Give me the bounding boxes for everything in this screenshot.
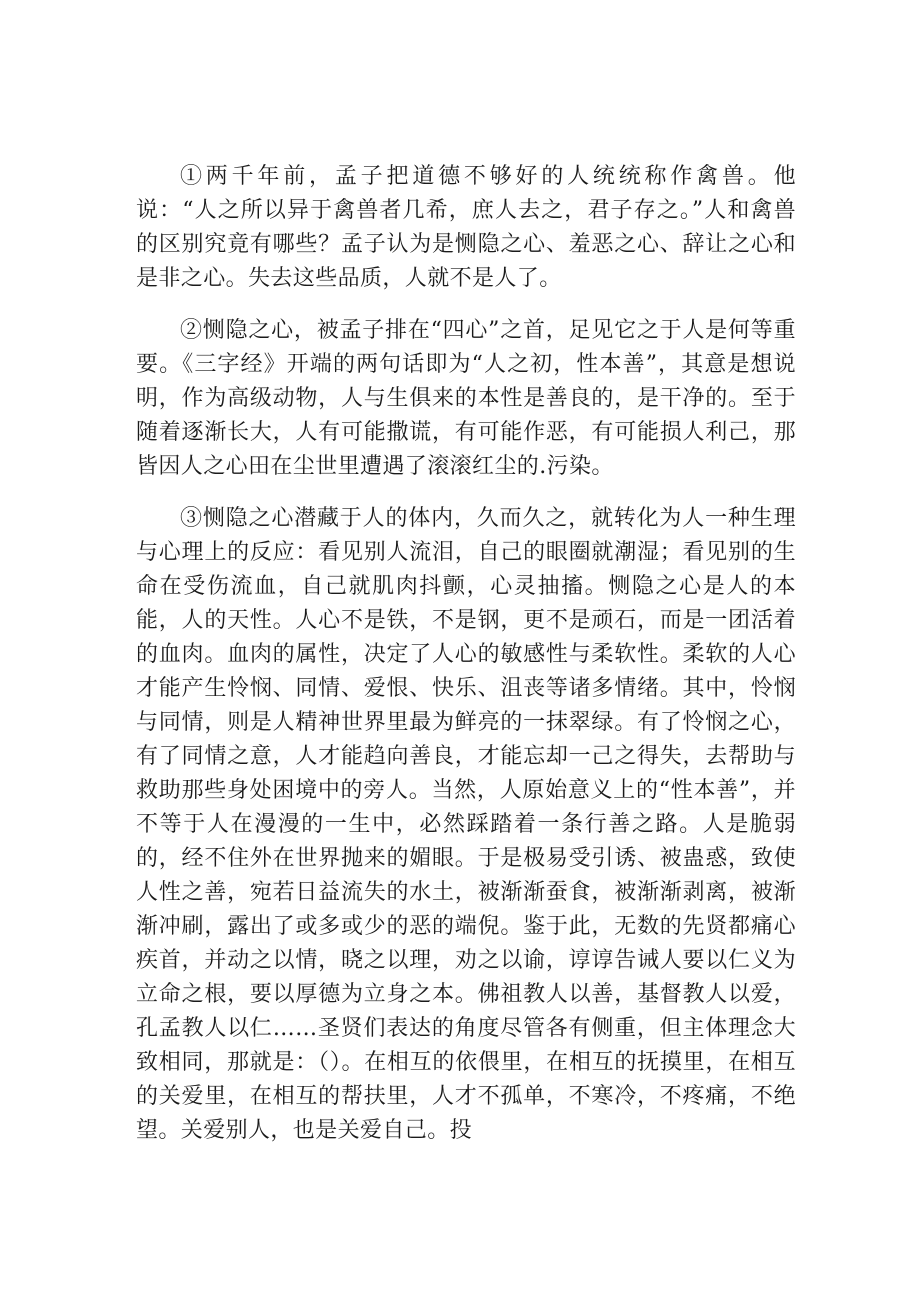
paragraph-3: ③恻隐之心潜藏于人的体内，久而久之，就转化为人一种生理与心理上的反应：看见别人流泪，自己的眼圈就潮湿；看见别的生命在受伤流血，自己就肌肉抖颤，心灵抽搐。恻隐之心是人的本能，人的天性。人心不是铁，不是钢，更不是顽石，而是一团活着的血肉。血肉的属性，决定了人心的敏感性与柔软性。柔软的人心才能产生怜悯、同情、爱恨、快乐、沮丧等诸多情绪。其中，怜悯与同情，则是人精神世界里最为鲜亮的一抹翠绿。有了怜悯之心，有了同情之意，人才能趋向善良，才能忘却一己之得失，去帮助与救助那些身处困境中的旁人。当然，人原始意义上的“性本善”，并不等于人在漫漫的一生中，必然踩踏着一条行善之路。人是脆弱的，经不住外在世界抛来的媚眼。于是极易受引诱、被蛊惑，致使人性之善，宛若日益流失的水土，被渐渐蚕食，被渐渐剥离，被渐渐冲刷，露出了或多或少的恶的端倪。鉴于此，无数的先贤都痛心疾首，并动之以情，晓之以理，劝之以谕，谆谆告诫人要以仁义为立命之根，要以厚德为立身之本。佛祖教人以善，基督教人以爱，孔孟教人以仁……圣贤们表达的角度尽管各有侧重，但主体理念大致相同，那就是：（）。在相互的依偎里，在相互的抚摸里，在相互的关爱里，在相互的帮扶里，人才不孤单，不寒冷，不疼痛，不绝望。关爱别人，也是关爱自己。投: [136, 506, 796, 1143]
article-body: [136, 160, 796, 1148]
paragraph-2: ②恻隐之心，被孟子排在“四心”之首，足见它之于人是何等重要。《三字经》开端的两句话即为“人之初，性本善”，其意是想说明，作为高级动物，人与生俱来的本性是善良的，是干净的。至于随着逐渐长大，人有可能撒谎，有可能作恶，有可能损人利己，那皆因人之心田在尘世里遭遇了滚滚红尘的.污染。: [136, 318, 796, 479]
paragraph-1: ①两千年前，孟子把道德不够好的人统统称作禽兽。他说：“人之所以异于禽兽者几希，庶人去之，君子存之。”人和禽兽的区别究竟有哪些？孟子认为是恻隐之心、羞恶之心、辞让之心和是非之心。失去这些品质，人就不是人了。: [136, 164, 796, 291]
